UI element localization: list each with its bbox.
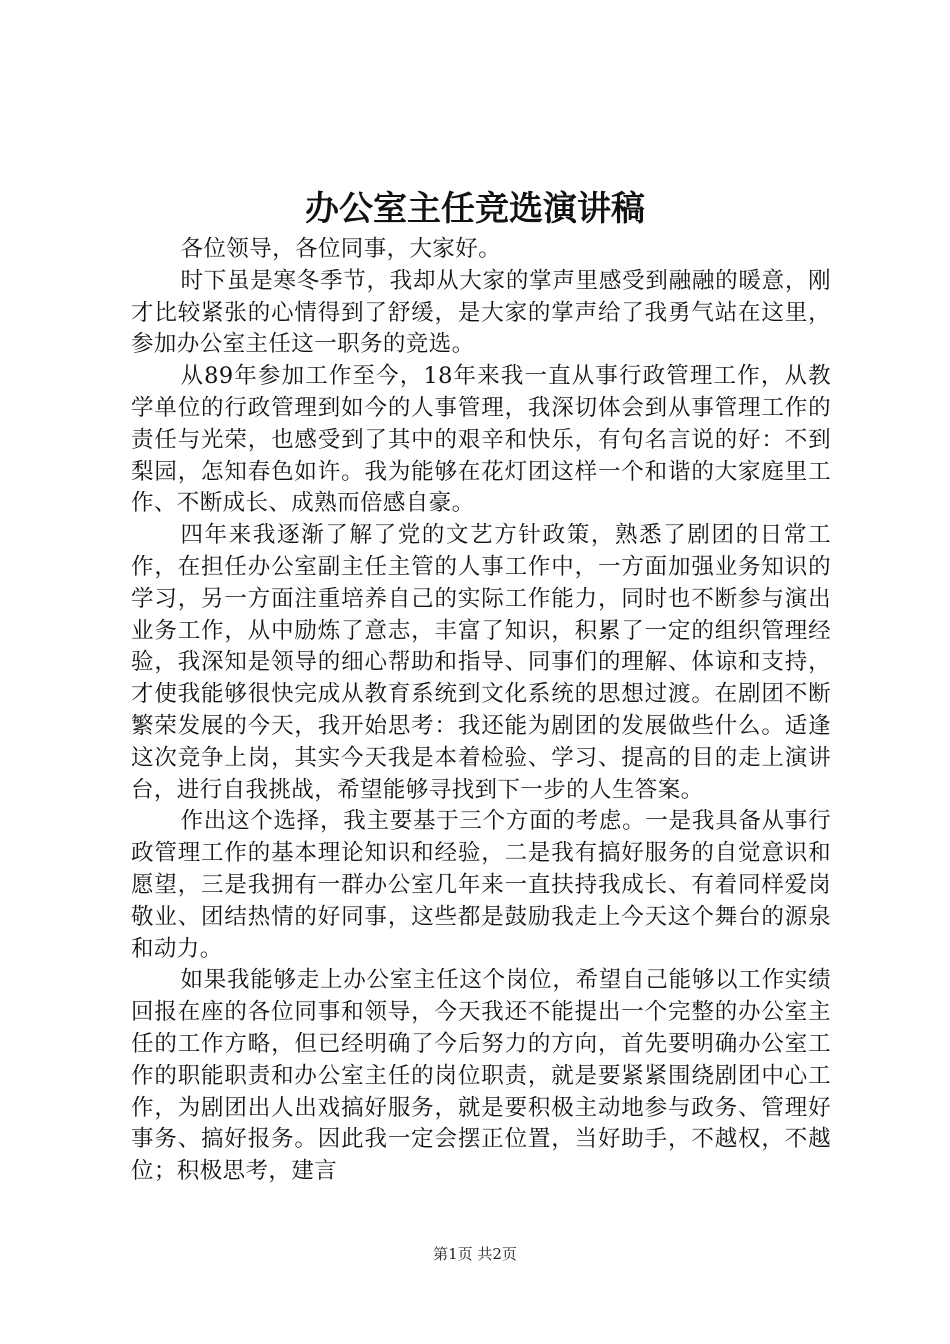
paragraph-reasons: 作出这个选择，我主要基于三个方面的考虑。一是我具备从事行政管理工作的基本理论知识和经验，二是我有搞好服务的自觉意识和愿望，三是我拥有一群办公室几年来一直扶持我成长、有着同样爱岗敬业、团结热情的好同事，这些都是鼓励我走上今天这个舞台的源泉和动力。 bbox=[131, 808, 831, 962]
paragraph-opening: 时下虽是寒冬季节，我却从大家的掌声里感受到融融的暖意，刚才比较紧张的心情得到了舒缓，是大家的掌声给了我勇气站在这里，参加办公室主任这一职务的竞选。 bbox=[131, 267, 831, 358]
paragraph-plans: 如果我能够走上办公室主任这个岗位，希望自己能够以工作实绩回报在座的各位同事和领导，今天我还不能提出一个完整的办公室主任的工作方略，但已经明确了今后努力的方向，首先要明确办公室工作的职能职责和办公室主任的岗位职责，就是要紧紧围绕剧团中心工作，为剧团出人出戏搞好服务，就是要积极主动地参与政务、管理好事务、搞好报务。因此我一定会摆正位置，当好助手，不越权，不越位；积极思考，建言 bbox=[131, 967, 831, 1185]
paragraph-four-years: 四年来我逐渐了解了党的文艺方针政策，熟悉了剧团的日常工作，在担任办公室副主任主管的人事工作中，一方面加强业务知识的学习，另一方面注重培养自己的实际工作能力，同时也不断参与演出业务工作，从中励炼了意志，丰富了知识，积累了一定的组织管理经验，我深知是领导的细心帮助和指导、同事们的理解、体谅和支持，才使我能够很快完成从教育系统到文化系统的思想过渡。在剧团不断繁荣发展的今天，我开始思考：我还能为剧团的发展做些什么。适逢这次竞争上岗，其实今天我是本着检验、学习、提高的目的走上演讲台，进行自我挑战，希望能够寻找到下一步的人生答案。 bbox=[131, 522, 831, 803]
paragraph-greeting: 各位领导，各位同事，大家好。 bbox=[180, 236, 502, 262]
document-title: 办公室主任竞选演讲稿 bbox=[305, 189, 645, 229]
document-body bbox=[131, 234, 831, 1188]
paragraph-experience: 从89年参加工作至今，18年来我一直从事行政管理工作，从教学单位的行政管理到如今的人事管理，我深切体会到从事管理工作的责任与光荣，也感受到了其中的艰辛和快乐，有句名言说的好：不到梨园，怎知春色如许。我为能够在花灯团这样一个和谐的大家庭里工作、不断成长、成熟而倍感自豪。 bbox=[131, 363, 831, 517]
page-number-footer: 第1页 共2页 bbox=[433, 1245, 517, 1263]
